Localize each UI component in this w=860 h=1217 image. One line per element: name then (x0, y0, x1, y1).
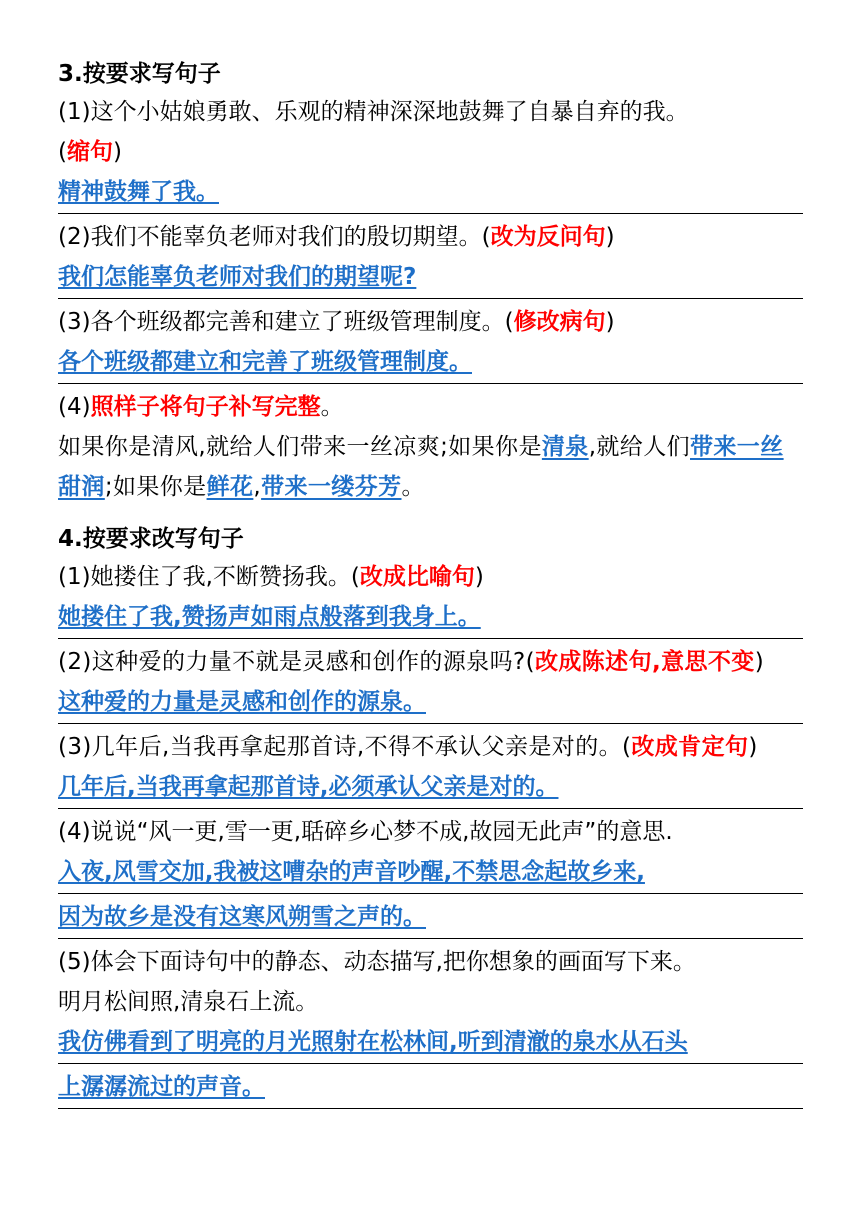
fill-blank: 鲜花 (206, 474, 254, 500)
instruction: 缩句 (66, 139, 113, 165)
question-4-3: (3)几年后,当我再拿起那首诗,不得不承认父亲是对的。(改成肯定句) (58, 734, 758, 760)
answer-3-2: 我们怎能辜负老师对我们的期望呢? (58, 257, 803, 299)
instruction: 改成陈述句,意思不变 (534, 649, 755, 675)
section-4-heading: 4.按要求改写句子 (58, 526, 244, 552)
answer-4-2: 这种爱的力量是灵感和创作的源泉。 (58, 682, 803, 724)
answer-4-5-line-2: 上潺潺流过的声音。 (58, 1067, 803, 1109)
instruction: 修改病句 (513, 309, 606, 335)
answer-3-3: 各个班级都建立和完善了班级管理制度。 (58, 342, 803, 384)
answer-4-3: 几年后,当我再拿起那首诗,必须承认父亲是对的。 (58, 767, 803, 809)
instruction: 照样子将句子补写完整 (90, 394, 321, 420)
fill-blank: 带来一缕芬芳 (261, 474, 402, 500)
question-3-2: (2)我们不能辜负老师对我们的殷切期望。(改为反问句) (58, 224, 615, 250)
question-4-4: (4)说说“风一更,雪一更,聒碎乡心梦不成,故园无此声”的意思. (58, 819, 673, 845)
question-3-4-sentence: 如果你是清风,就给人们带来一丝凉爽;如果你是清泉,就给人们带来一丝甜润;如果你是鲜花,带来一缕芬芳。 (58, 434, 784, 500)
question-4-2: (2)这种爱的力量不就是灵感和创作的源泉吗?(改成陈述句,意思不变) (58, 649, 765, 675)
answer-4-4-line-1: 入夜,风雪交加,我被这嘈杂的声音吵醒,不禁思念起故乡来, (58, 852, 803, 894)
question-3-1-instruction: (缩句) (58, 139, 122, 165)
answer-4-1: 她搂住了我,赞扬声如雨点般落到我身上。 (58, 597, 803, 639)
poem-line: 明月松间照,清泉石上流。 (58, 989, 319, 1015)
instruction: 改成比喻句 (359, 564, 475, 590)
worksheet (58, 56, 803, 1112)
question-4-1: (1)她搂住了我,不断赞扬我。(改成比喻句) (58, 564, 484, 590)
answer-3-1: 精神鼓舞了我。 (58, 172, 803, 214)
answer-4-4-line-2: 因为故乡是没有这寒风朔雪之声的。 (58, 897, 803, 939)
fill-blank: 清泉 (541, 434, 589, 460)
fill-blank: 带来一丝甜润 (58, 434, 784, 500)
instruction: 改成肯定句 (631, 734, 749, 760)
question-4-5: (5)体会下面诗句中的静态、动态描写,把你想象的画面写下来。 (58, 949, 696, 975)
question-3-1 (58, 92, 803, 132)
answer-4-5-line-1: 我仿佛看到了明亮的月光照射在松林间,听到清澈的泉水从石头 (58, 1022, 803, 1064)
question-3-4: (4)照样子将句子补写完整。 (58, 394, 344, 420)
question-text: (1)这个小姑娘勇敢、乐观的精神深深地鼓舞了自暴自弃的我。 (58, 99, 689, 125)
section-3-heading: 3.按要求写句子 (58, 61, 221, 87)
question-3-3: (3)各个班级都完善和建立了班级管理制度。(修改病句) (58, 309, 615, 335)
instruction: 改为反问句 (490, 224, 606, 250)
